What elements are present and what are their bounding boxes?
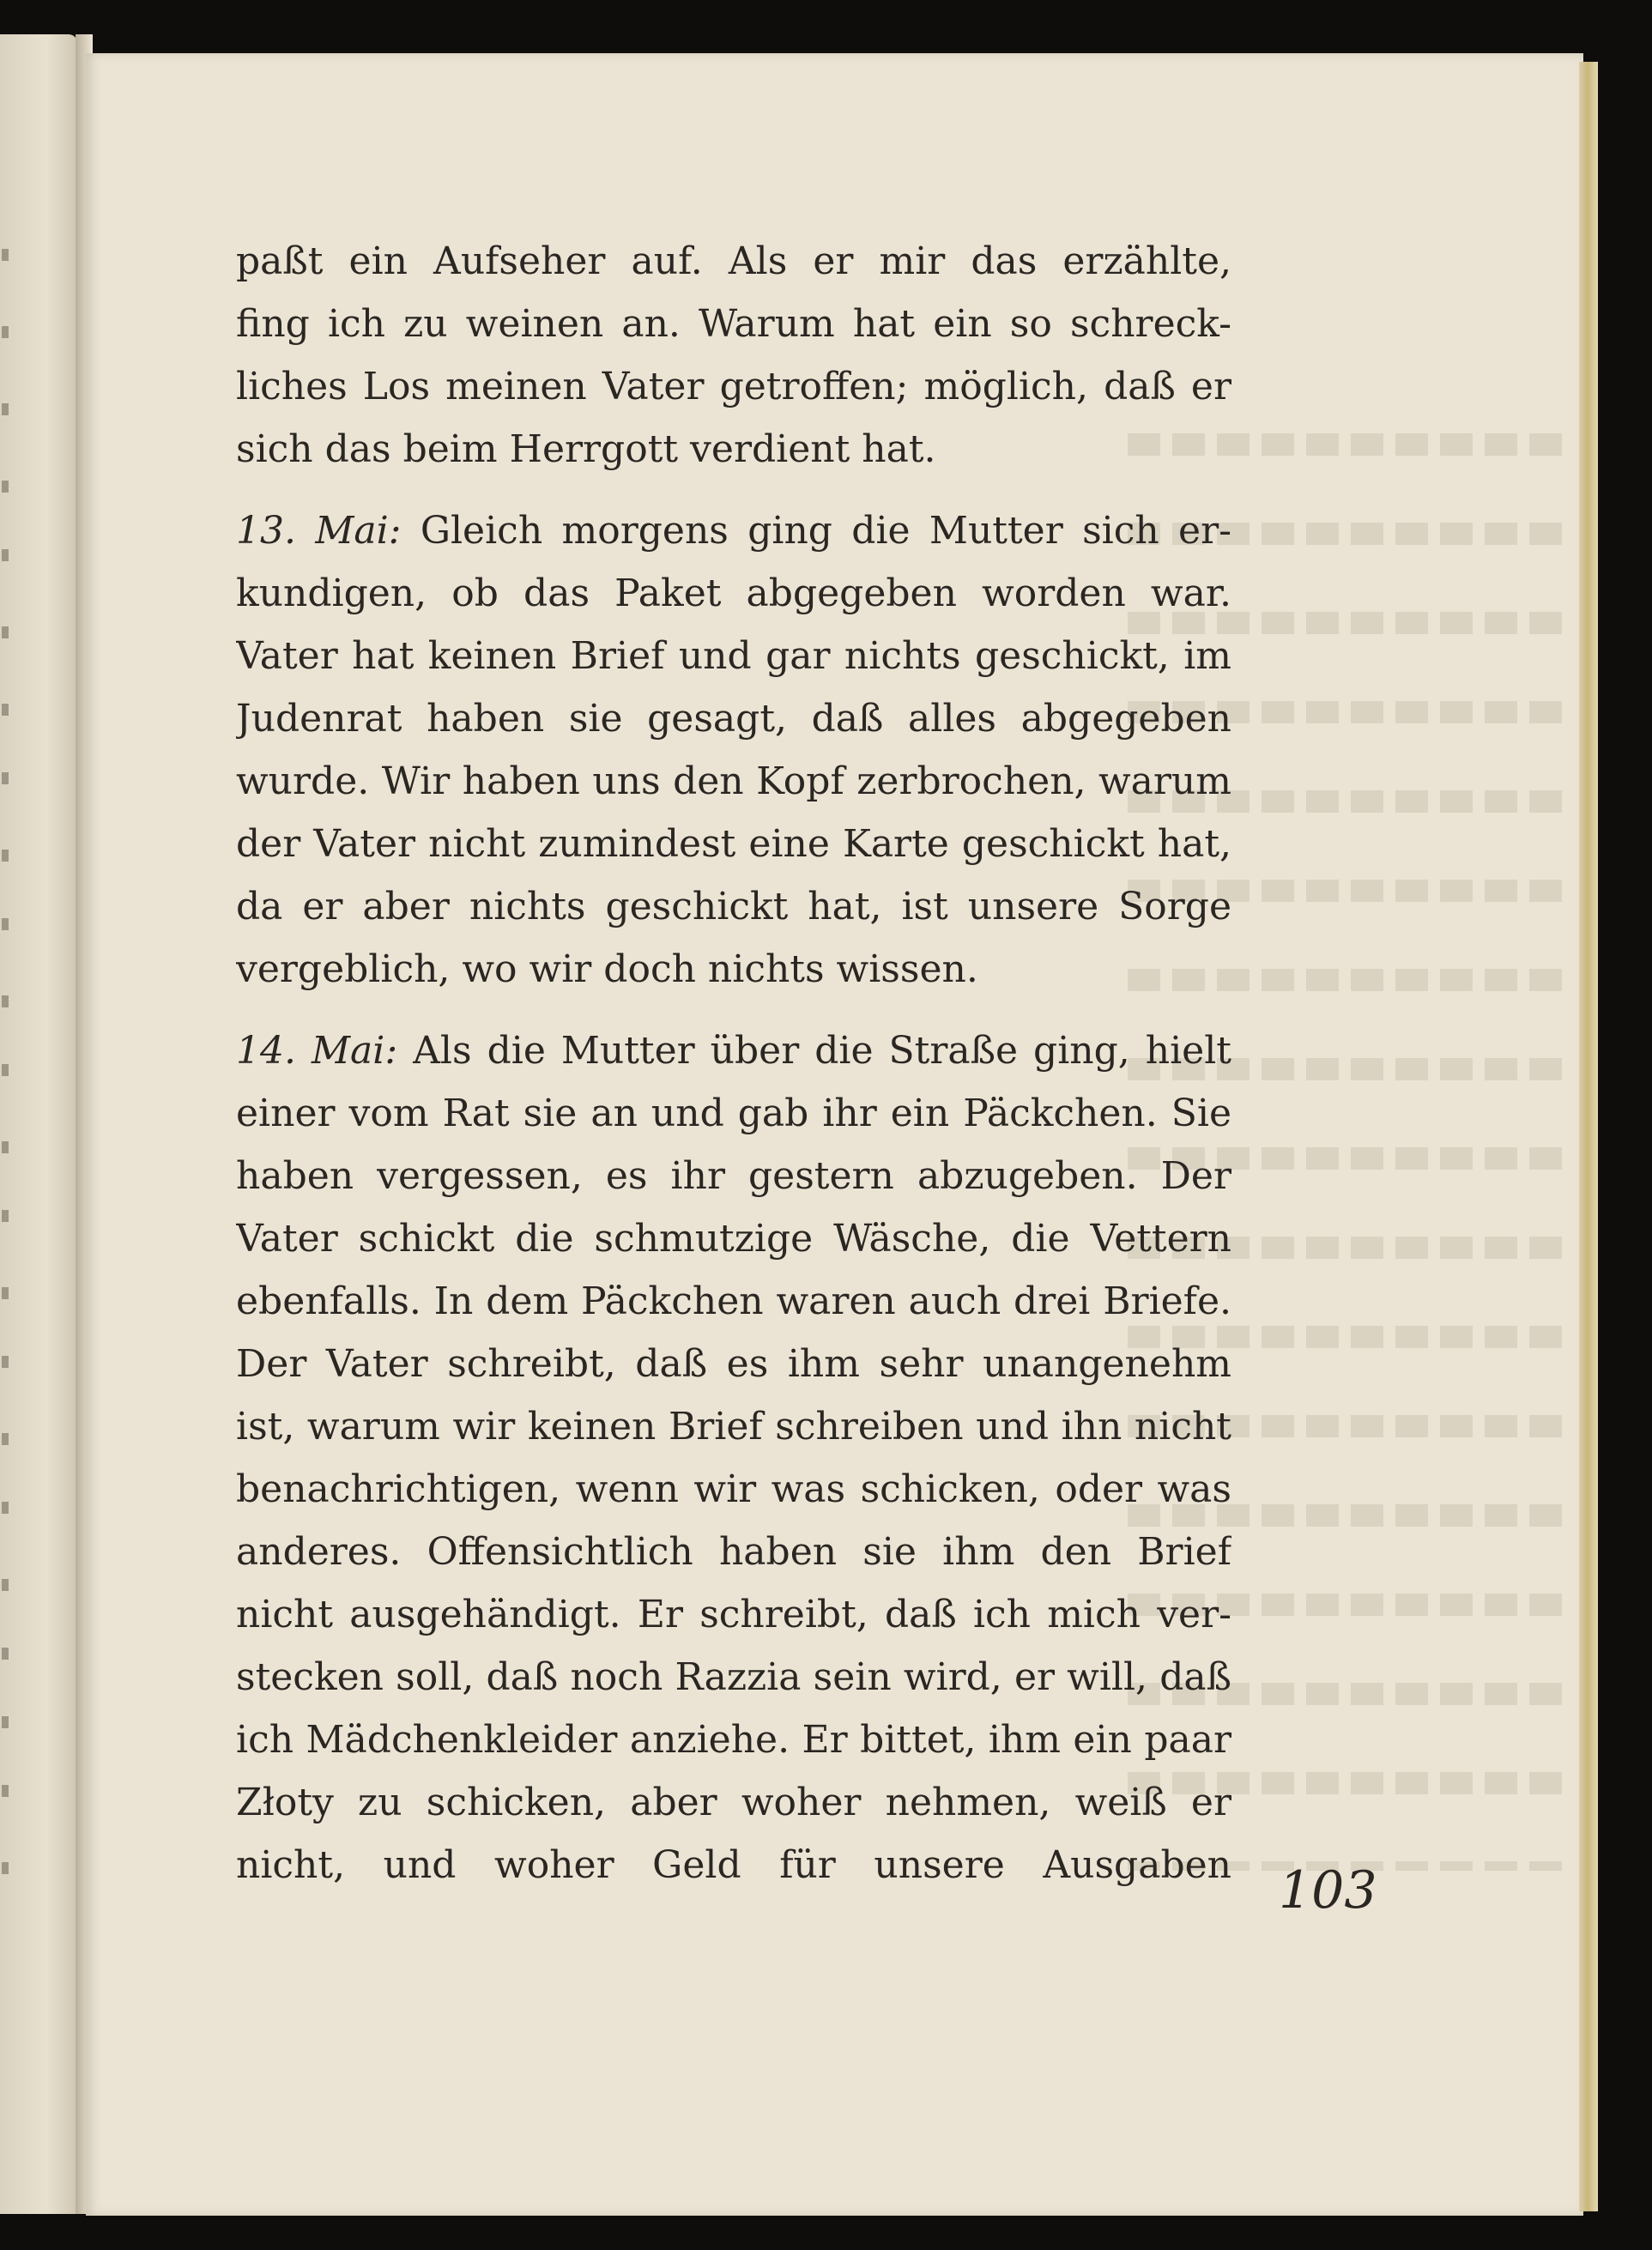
text-line: nicht ausgehändigt. Er schreibt, daß ich mich ver- bbox=[236, 1593, 1231, 1636]
page-number: 103 bbox=[1279, 1860, 1377, 1920]
text-line: ich Mädchenkleider anziehe. Er bittet, ihm ein paar bbox=[236, 1718, 1231, 1762]
text-line: sich das beim Herrgott verdient hat. bbox=[236, 427, 936, 471]
entry-date: 13. Mai: bbox=[236, 509, 402, 553]
body-text bbox=[236, 230, 1231, 1896]
text-line: haben vergessen, es ihr gestern abzugeben. Der bbox=[236, 1154, 1231, 1198]
text-line: nicht, und woher Geld für unsere Ausgaben bbox=[236, 1843, 1231, 1887]
text-line: ebenfalls. In dem Päckchen waren auch drei Briefe. bbox=[236, 1279, 1231, 1323]
text-fragment: Als die Mutter über die Straße ging, hielt bbox=[397, 1029, 1231, 1073]
left-page-letter-fragments bbox=[0, 34, 17, 2214]
paragraph bbox=[236, 230, 1231, 481]
text-line: Złoty zu schicken, aber woher nehmen, weiß er bbox=[236, 1781, 1231, 1824]
text-line: anderes. Offensichtlich haben sie ihm den Brief bbox=[236, 1530, 1231, 1574]
text-line: fing ich zu weinen an. Warum hat ein so schreck- bbox=[236, 302, 1231, 346]
text-line: benachrichtigen, wenn wir was schicken, oder was bbox=[236, 1467, 1231, 1511]
text-line: einer vom Rat sie an und gab ihr ein Päckchen. Sie bbox=[236, 1092, 1231, 1135]
text-line bbox=[236, 1019, 1231, 1082]
paragraph bbox=[236, 499, 1231, 1001]
text-line: paßt ein Aufseher auf. Als er mir das erzählte, bbox=[236, 239, 1231, 283]
text-line: Judenrat haben sie gesagt, daß alles abgegeben bbox=[236, 697, 1231, 741]
left-page-edge bbox=[0, 34, 77, 2214]
text-line: da er aber nichts geschickt hat, ist unsere Sorge bbox=[236, 885, 1231, 928]
text-line: vergeblich, wo wir doch nichts wissen. bbox=[236, 947, 978, 991]
text-fragment: Gleich morgens ging die Mutter sich er- bbox=[401, 509, 1231, 553]
text-line: kundigen, ob das Paket abgegeben worden war. bbox=[236, 572, 1231, 615]
text-line: stecken soll, daß noch Razzia sein wird, er will, daß bbox=[236, 1655, 1231, 1699]
text-line: Vater schickt die schmutzige Wäsche, die Vettern bbox=[236, 1217, 1231, 1261]
entry-date: 14. Mai: bbox=[236, 1029, 398, 1073]
text-line: der Vater nicht zumindest eine Karte geschickt hat, bbox=[236, 822, 1231, 866]
text-line bbox=[236, 499, 1231, 562]
text-line: Der Vater schreibt, daß es ihm sehr unangenehm bbox=[236, 1342, 1231, 1386]
text-line: Vater hat keinen Brief und gar nichts geschickt, im bbox=[236, 634, 1231, 678]
paragraph bbox=[236, 1019, 1231, 1896]
page-block-edge bbox=[1579, 62, 1598, 2211]
text-line: wurde. Wir haben uns den Kopf zerbrochen, warum bbox=[236, 759, 1231, 803]
text-line: liches Los meinen Vater getroffen; möglich, daß er bbox=[236, 365, 1231, 408]
text-line: ist, warum wir keinen Brief schreiben und ihn nicht bbox=[236, 1405, 1231, 1449]
